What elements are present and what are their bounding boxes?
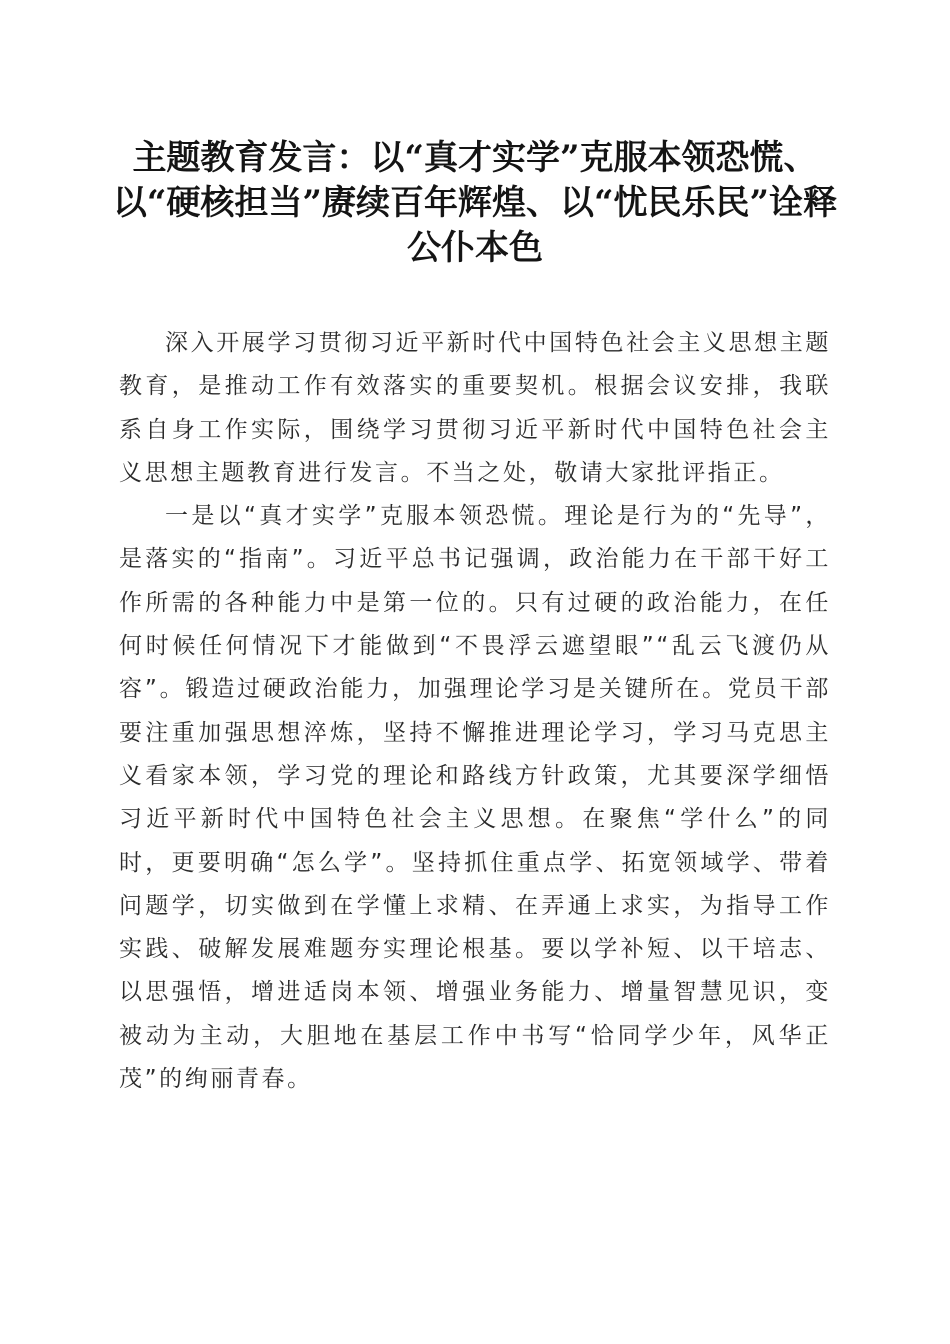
document-title: 主题教育发言：以“真才实学”克服本领恐慌、以“硬核担当”赓续百年辉煌、以“忧民乐民”诠释公仆本色 [112,138,838,268]
point-one-paragraph: 一是以“真才实学”克服本领恐慌。理论是行为的“先导”，是落实的“指南”。习近平总书记强调，政治能力在干部干好工作所需的各种能力中是第一位的。只有过硬的政治能力，在任何时候任何情况下才能做到“不畏浮云遮望眼”“乱云飞渡仍从容”。锻造过硬政治能力，加强理论学习是关键所在。党员干部要注重加强思想淬炼，坚持不懈推进理论学习，学习马克思主义看家本领，学习党的理论和路线方针政策，尤其要深学细悟习近平新时代中国特色社会主义思想。在聚焦“学什么”的同时，更要明确“怎么学”。坚持抓住重点学、拓宽领域学、带着问题学，切实做到在学懂上求精、在弄通上求实，为指导工作实践、破解发展难题夯实理论根基。要以学补短、以干培志、以思强悟，增进适岗本领、增强业务能力、增量智慧见识，变被动为主动，大胆地在基层工作中书写“恰同学少年，风华正茂”的绚丽青春。 [119,503,831,1093]
intro-paragraph: 深入开展学习贯彻习近平新时代中国特色社会主义思想主题教育，是推动工作有效落实的重要契机。根据会议安排，我联系自身工作实际，围绕学习贯彻习近平新时代中国特色社会主义思想主题教育进行发言。不当之处，敬请大家批评指正。 [119,330,831,486]
document-body [119,322,831,1101]
